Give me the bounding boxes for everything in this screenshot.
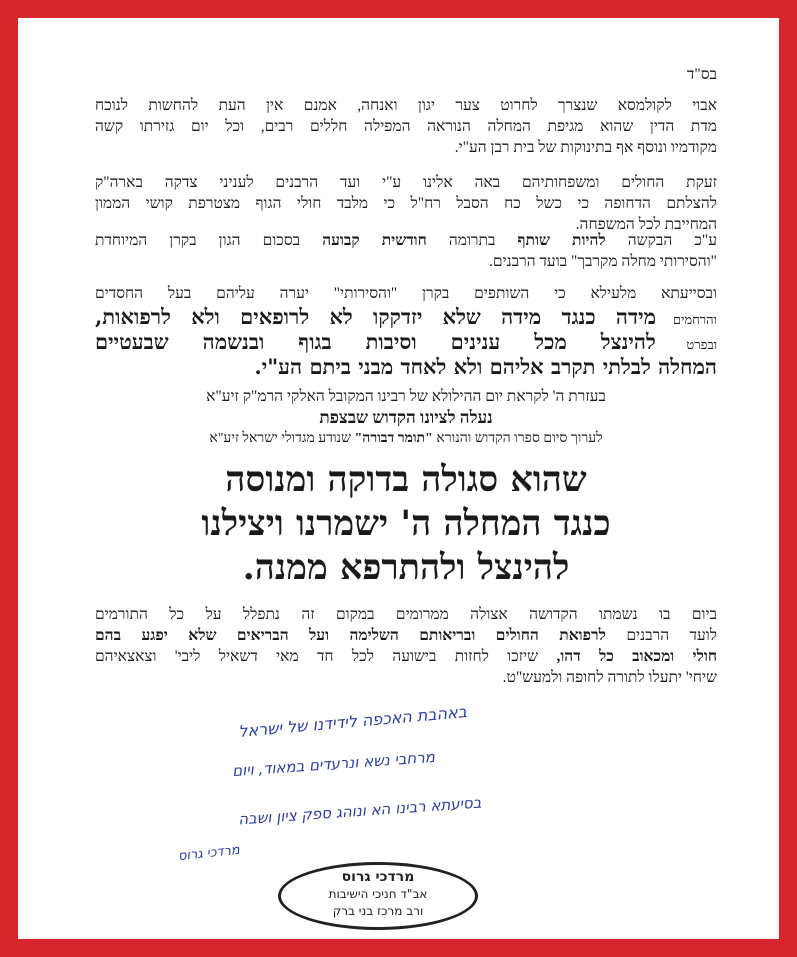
text-line: המחלה לבלתי תקרב אליהם ולא לאחד מבני ביתם הע"י. bbox=[254, 354, 717, 379]
text-line: "והסירותי מחלה מקרבך" בועד הרבנים. bbox=[488, 253, 717, 270]
text: שנודע מגדולי ישראל זיע"א bbox=[209, 431, 351, 446]
signature: מרדכי גרוס bbox=[177, 842, 241, 865]
text-line: להצלתם הדחופה כי כשל כח הסבל רח"ל כי מלבד חולי הגוף מצטרפת קושי הממון bbox=[95, 195, 717, 212]
text: בסכום הגון בקרן המיוחדת bbox=[95, 232, 301, 249]
paragraph-2 bbox=[95, 172, 717, 235]
paragraph-3 bbox=[95, 230, 717, 272]
handwriting-line: באהבת האכפה לידידנו של ישראל bbox=[237, 702, 468, 741]
text-line bbox=[95, 625, 717, 646]
text-line: שיחי' יתעלו לתורה לחופה ולמעש"ט. bbox=[502, 669, 717, 686]
title-line: להינצל ולהתרפא ממנה. bbox=[242, 547, 570, 588]
bold-text: להיות שותף bbox=[517, 232, 606, 249]
header-bsd bbox=[95, 64, 717, 85]
text: לועד הרבנים bbox=[626, 627, 717, 644]
bold-text: חולי ומכאוב כל דהו, bbox=[556, 648, 717, 665]
title-line: שהוא סגולה בדוקה ומנוסה bbox=[225, 459, 587, 500]
text-line: המחייבת לכל המשפחה. bbox=[575, 216, 717, 233]
text-line bbox=[95, 428, 717, 449]
paragraph-4 bbox=[95, 283, 717, 379]
text-line bbox=[95, 329, 717, 354]
text: לערוך סיום ספרו הקדוש והנורא bbox=[436, 431, 603, 446]
text: ע"כ הבקשה bbox=[627, 232, 718, 249]
stamp-title: אב"ד חניכי הישיבות bbox=[328, 887, 428, 901]
text-line: מדת הדין שהוא מגיפת המחלה הנוראה המפילה חללים רבים, וכל יום גזירתו קשה bbox=[95, 118, 717, 135]
text-line: ביום בו נשמתו הקדושה אצולה ממרומים במקום זה נתפלל על כל התורמים bbox=[95, 606, 717, 623]
text-line: נעלה לציונו הקדוש שבצפת bbox=[319, 408, 493, 427]
text-line bbox=[95, 304, 717, 329]
title-block bbox=[95, 458, 717, 590]
title-line: כנגד המחלה ה' ישמרנו ויצילנו bbox=[201, 503, 611, 544]
handwriting-line: בסיעתא רבינו הא ונוהג ספק ציון ושבה bbox=[237, 793, 482, 829]
text-line bbox=[95, 646, 717, 667]
text-line: אבוי לקולמסא שנצרך לחרוט צער יגון ואנחה, אמנם אין העת להחשות לנוכח bbox=[95, 97, 717, 114]
text: ובפרט bbox=[686, 337, 718, 352]
rabbi-stamp bbox=[278, 862, 478, 930]
bold-text: חודשית קבועה bbox=[322, 232, 427, 249]
paragraph-5 bbox=[95, 604, 717, 688]
handwriting-line: מרחבי נשא ונרעדים במאוד, ויום bbox=[231, 747, 436, 781]
stamp-title: ורב מרכז בני ברק bbox=[332, 904, 424, 918]
text-line bbox=[95, 230, 717, 251]
text: בתרומה bbox=[448, 232, 496, 249]
paragraph-1 bbox=[95, 95, 717, 158]
text-line: מקודמיו ונוסף אף בתינוקות של בית רבן הע"י. bbox=[454, 139, 717, 156]
text: שיזכו לחזות בישועה לכל חד מאי דשאיל ליבי' וצאצאיהם bbox=[95, 648, 539, 665]
bold-text: "תומר דבורה" bbox=[354, 431, 433, 446]
text-line: זעקת החולים ומשפחותיהם באה אלינו ע"י ועד הרבנים לעניני צדקה בארה"ק bbox=[95, 174, 717, 191]
header-text: בס"ד bbox=[686, 66, 717, 83]
center-block bbox=[95, 386, 717, 449]
text: והרחמים bbox=[672, 312, 717, 327]
text-line: ובסייעתא מלעילא כי השותפים בקרן "והסירותי" יערה עליהם בעל החסדים bbox=[95, 285, 717, 302]
bold-text: לרפואת החולים ובריאותם השלימה ועל הבריאים שלא יפגע בהם bbox=[95, 627, 606, 644]
text-line: בעזרת ה' לקראת יום ההילולא של רבינו המקובל האלקי הרמ"ק זיע"א bbox=[206, 388, 606, 405]
bold-text: מידה כנגד מידה שלא יזדקקו לא לרופאים ולא לרפואות, bbox=[95, 304, 657, 329]
stamp-name: מרדכי גרוס bbox=[341, 869, 415, 885]
bold-text: להינצל מכל ענינים וסיבות בגוף ובנשמה שבעטיים bbox=[95, 329, 656, 354]
